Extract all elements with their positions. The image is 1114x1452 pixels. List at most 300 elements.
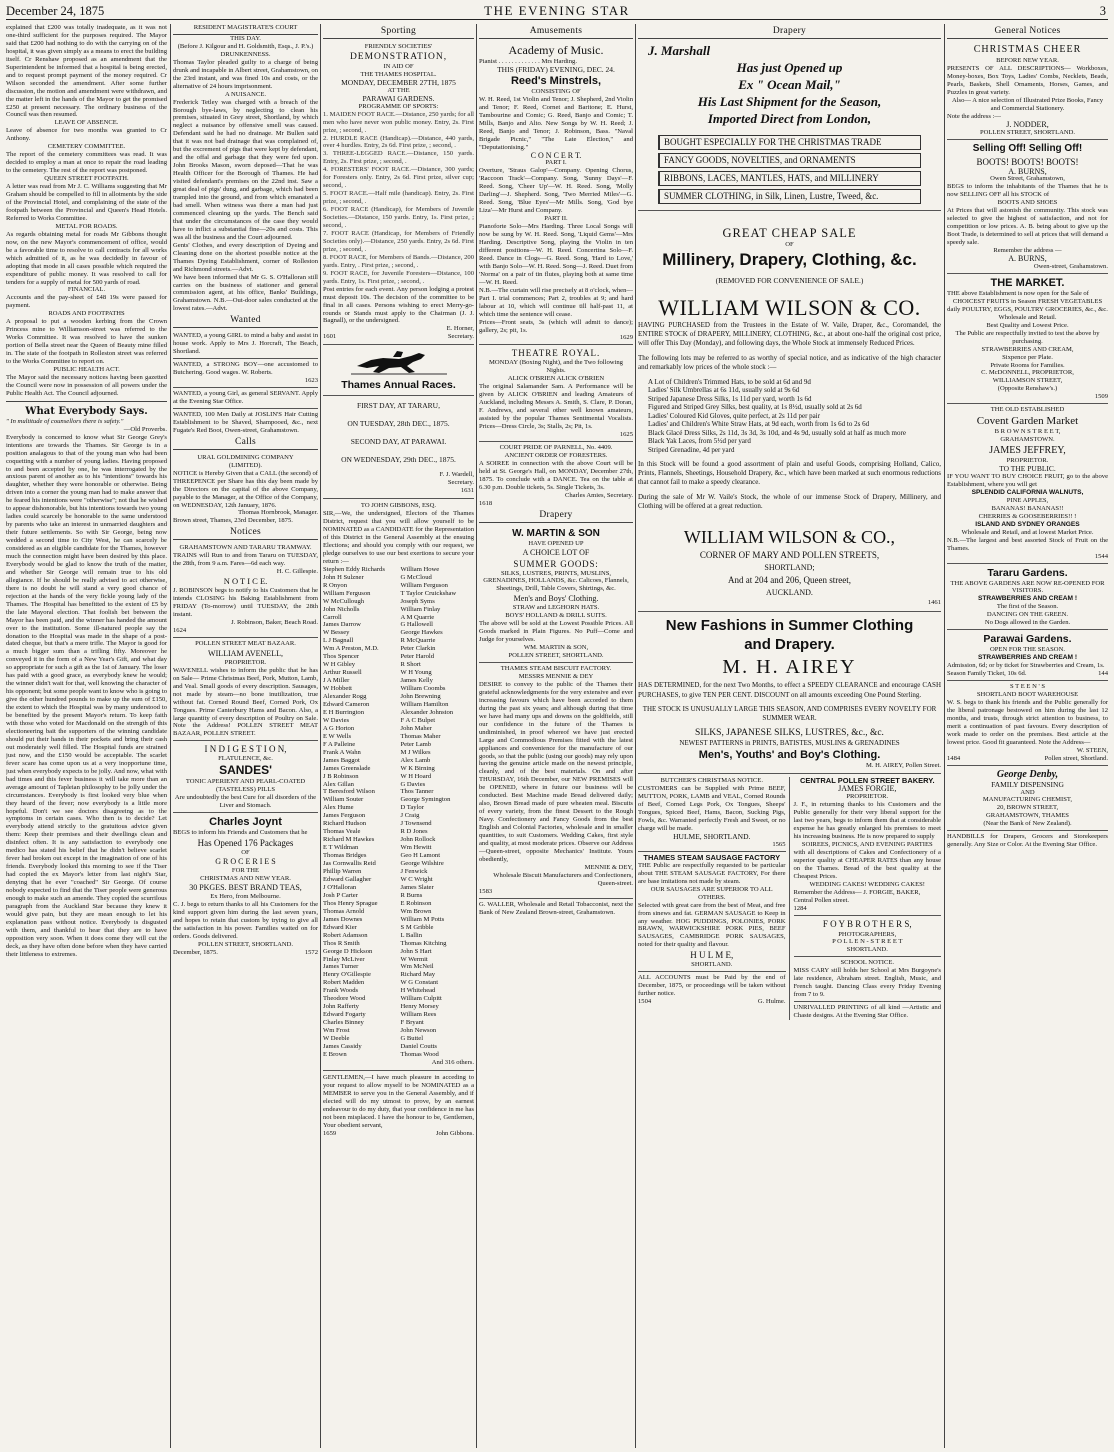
elector-name: Joseph Syms: [400, 597, 435, 605]
hospital: THE THAMES HOSPITAL.: [360, 70, 437, 78]
section-drapery-top: Drapery: [638, 24, 941, 39]
ww-item: Black Glacé Dress Silks, 2s 11d, 3s 3d, 3s 10d, and 4s 9d, usually sold at half as much more: [648, 428, 906, 437]
elector-name: William Culpitt: [400, 995, 442, 1003]
nuisance-text: Frederick Tetley was charged with a breach of the Borough bye-laws, by neglecting to clean his premises, situated in Grey street, Shortland, by which neglect a nuisance by offensive smell was caused. Defendant said he had no drainage. Mr Bullen said that it was not bad drainage that was complained of, but the excrement of pigs that were kept by defendant, and the offal and garbage that they were fed upon. John Brooks Mason, sworn deposed—That he was Health Officer for the Borough of Thames. He had visited defendant's premises on the 22nd inst. Saw a great deal of pigs' dung, and garbage, which had been trampled into the ground, and from which emanated a bad smell. When witness was there a man had just commenced cleaning up the yards. The Bench said that under the circumstances of the case they would have to inflict a substantial fine—20s and costs. This was all the business and the Court adjourned.: [173, 98, 318, 241]
bazaar-prop: PROPRIETOR.: [224, 658, 267, 666]
bakery-wedding: WEDDING CAKES! WEDDING CAKES!: [809, 880, 925, 888]
electors-left: [323, 566, 397, 1059]
elector-name: William M Potts: [400, 915, 445, 923]
elector-name: Alex Gillan: [323, 780, 354, 788]
elector-name: W Hobbett: [323, 685, 352, 693]
ww-item: Ladies' Coloured Kid Gloves, quite perfect, at 2s 11d per pair: [648, 411, 821, 420]
elector-name: Arthur Russell: [323, 669, 362, 677]
ad-number: 1509: [1094, 393, 1108, 401]
marshall-name: J. Marshall: [648, 43, 711, 58]
elector-name: E W Wells: [323, 732, 352, 740]
masthead: [6, 3, 1108, 20]
butcher-text: CUSTOMERS can be Supplied with Prime BEEF, MUTTON, PORK, LAMB and VEAL, Corned Rounds of Beef, Corned Legs Pork, Ox Tongues, Sheeps' Tongues, Spiced Beef, Hams, Bacon, Sucking Pigs, Fowls, &c. Warranted perfectly Fresh and Sweet, or no charge will be made.: [638, 785, 786, 833]
ad-number: 144: [1098, 670, 1108, 678]
martin-men: Men's and Boys' Clothing.: [513, 594, 599, 604]
ural-sign: Thomas Hornbrook, Manager.: [238, 509, 318, 517]
metal-text: As regards obtaining metal for roads Mr Gibbons thought now, on the new Mayor's commencement of office, would be a favorable time to resolve to call contracts for all works which admitted of it, as he was decidedly in favour of adopting that mode in all cases possible which required the expenditure of public money. It was resolved to call for tenders for a supply of metal for 500 yards of road.: [6, 230, 167, 286]
soiree-sign: Charles Amies, Secretary.: [564, 491, 633, 499]
tararu-title: Tararu Gardens.: [987, 566, 1068, 579]
new-fashions-title: New Fashions in Summer Clothing: [665, 617, 914, 635]
subhead-roads: ROADS AND FOOTPATHS: [48, 310, 125, 318]
ad-number: 1625: [619, 430, 633, 438]
biscuit-sign: MENNIE & DEY,: [584, 863, 633, 871]
market-goods: CHOICEST FRUITS in Season FRESH VEGETABLES daily POULTRY, EGGS, POULTRY GROCERIES, &c., &c.: [947, 297, 1108, 313]
court-day: THIS DAY.: [230, 34, 261, 42]
nodder-note: Note the address :—: [947, 112, 1002, 120]
elector-name: George Symington: [400, 796, 451, 804]
elector-name: A M Quarrie: [400, 613, 435, 621]
market-rooms: Private Rooms for Families.: [990, 361, 1065, 369]
elector-name: Thomas Bridges: [323, 852, 367, 860]
races-day2-date: ON WEDNESDAY, 29th DEC., 1875.: [341, 455, 456, 465]
elector-name: Henry O'Gillespie: [323, 971, 371, 979]
tramway-sign: H. C. Gillespie.: [276, 568, 318, 576]
elector-name: W H Gibley: [323, 661, 356, 669]
gibbons-reply: GENTLEMEN,—I have much pleasure in acceding to your request to allow myself to be NOMINATED as a MEMBER to serve you in the General Assembly, and if elected will do my utmost to prove, by an earnest endeavour to do my duty, that your confidence in me has not been misplaced. I have the honour to be, Gentlemen, Your obedient servant,: [323, 1073, 474, 1129]
ww-p2: During the sale of Mr W. Vaile's Stock, the whole of our immense Stock of Drapery, Millinery, and Clothing will be offered at a great reduction.: [638, 493, 941, 511]
races-day1-date: ON TUESDAY, 28th DEC., 1875.: [347, 419, 450, 429]
foy-shortland: SHORTLAND.: [846, 946, 888, 954]
butcher-heading: BUTCHER'S CHRISTMAS NOTICE.: [660, 777, 763, 785]
market-text2: The Public are respectfully invited to test the above by purchasing.: [955, 329, 1100, 345]
elector-name: Alex Lamb: [400, 756, 431, 764]
elector-name: R Short: [400, 661, 421, 669]
nodder-name: J. NODDER,: [1006, 119, 1049, 129]
elector-name: John Newson: [400, 1027, 437, 1035]
column-council-news: [6, 24, 167, 1448]
elector-name: Wm Frost: [323, 1027, 350, 1035]
elector-name: William Howe: [400, 565, 440, 573]
burns-remember: Remember the address —: [993, 247, 1062, 255]
elector-name: E T Wildman: [323, 844, 359, 852]
elector-name: George D Hickson: [323, 947, 373, 955]
accounts-sign: G. Hulme.: [757, 998, 786, 1006]
elector-name: E Robinson: [400, 899, 432, 907]
sandes-foot: Are undoubtedly the best Cure for all disorders of the Liver and Stomach.: [174, 794, 317, 810]
tararu-strawberries: STRAWBERRIES AND CREAM !: [977, 595, 1078, 603]
issue-date: December 24, 1875: [6, 4, 105, 18]
elector-name: James Downes: [323, 915, 363, 923]
elector-name: Thos R Smith: [323, 939, 360, 947]
elector-name: W Davies: [323, 716, 350, 724]
elector-name: Edward Kier: [323, 923, 357, 931]
demo-date: MONDAY, DECEMBER 27TH, 1875: [341, 77, 456, 87]
column-drapery: [638, 24, 941, 1448]
elector-name: G McCloud: [400, 573, 432, 581]
sports-list: [323, 111, 474, 286]
ww-item: Ladies' Silk Umbrellas at 6s 11d, usually sold at 9s 6d: [648, 386, 800, 395]
millinery-title: Millinery, Drapery, Clothing, &c.: [662, 249, 917, 269]
jeffrey-prop: PROPRIETOR.: [1006, 457, 1049, 465]
elector-name: Wm Brown: [400, 907, 432, 915]
ad-number: 1618: [479, 499, 493, 507]
elector-name: A G Horton: [323, 724, 355, 732]
walnuts: SPLENDID CALIFORNIA WALNUTS,: [971, 488, 1084, 496]
elector-name: G Davies: [400, 780, 426, 788]
gibbons-text: SIR,—We, the undersigned, Electors of the Thames District, request that you will allow yourself to be NOMINATED as a CANDIDATE for the Representation of this District in the General Assembly at the ensuing Elections; and should you comply with our request, we pledge ourselves to use our best exertions to secure your return :—: [323, 510, 474, 565]
sausage-list: Selected with great care from the best of Meat, and free from sinews and fat. GERMAN SAUSAGE to Keep in any weather. HOG PUDDINGS, POLONIES, PORK BRAWN, WARWICKSHIRE PORK PIES, BEEF SAUSAGES, CAMBRIDGE PORK SAUSAGES, noted for their quality and flavour.: [638, 901, 786, 949]
elector-name: Richard Hudson: [323, 820, 367, 828]
mcdonnell-opposite: (Opposite Renshaw's.): [997, 385, 1058, 393]
column-rule: [476, 24, 477, 1448]
elector-name: John Brewning: [400, 693, 441, 701]
foresters: ANCIENT ORDER OF FORESTERS.: [504, 451, 608, 459]
wholesale-note: Wholesale and Retail, and at lowest Market Price.: [961, 528, 1094, 536]
motto-source: —Old Proverbs.: [123, 425, 167, 433]
ad-number: 1284: [793, 904, 807, 912]
sausage-heading: THAMES STEAM SAUSAGE FACTORY: [643, 852, 781, 862]
elector-name: John H Sulzner: [323, 573, 364, 581]
roads-text: A proposal to put a wooden kerbing from the Crown Princess mine to Williamson-street was referred to the Works Committee. It was resolved to have the sunken portion of Bella street near the Queen of Beauty mine filled in. The state of the footpath in Rolleston street was referred to the Works Committee to report on.: [6, 318, 167, 366]
elector-name: L Ballin: [400, 931, 423, 939]
xmas-before: BEFORE NEW YEAR.: [996, 57, 1059, 64]
elector-name: F Bryant: [400, 1019, 424, 1027]
sports-foot: Post entries for each event. Any person lodging a protest must deposit 10s. The decision of the committee to be final in all cases. Persons wishing to erect Merry-go-rounds or Stands must apply to the Chairman (J. J. Bagnall), or the undersigned.: [323, 285, 474, 325]
removed-note: (REMOVED FOR CONVENIENCE OF SALE.): [715, 275, 864, 285]
elector-name: Alex Hume: [323, 804, 354, 812]
concert-heading: C O N C E R T.: [530, 150, 582, 160]
elector-name: James Baggot: [323, 756, 360, 764]
elector-name: Thomas Maher: [400, 732, 441, 740]
column-title-what-everybody-says: What Everybody Says.: [25, 405, 148, 417]
ad-number: 1565: [772, 840, 786, 848]
nodder-address: POLLEN STREET, SHORTLAND.: [979, 128, 1076, 136]
ohalloran-ad: We have been informed that Mr G. S. O'Halloran still carries on the business of stationer and general commission agent, at his office, Banks' Buildings, Grahamstown. N.B.—Out-door sales conducted at the lowest rates.—Advt.: [173, 273, 318, 313]
elector-name: Robert Madden: [323, 979, 365, 987]
elector-name: Geo H Lamont: [400, 852, 441, 860]
elector-name: Thomas Wood: [400, 1050, 439, 1058]
ad-number: 1484: [947, 754, 961, 762]
ad-number: 1629: [619, 334, 633, 342]
subhead-drunkenness: DRUNKENNESS.: [220, 50, 271, 58]
martin-address: POLLEN STREET, SHORTLAND.: [508, 652, 604, 660]
elector-name: James Ferguson: [323, 812, 366, 820]
airey-patterns: NEWEST PATTERNS in PRINTS, BATISTES, MUSLINS & GRENADINES: [679, 739, 900, 748]
notice-text: J. ROBINSON begs to notify to his Customers that he intends CLOSING his Baking Establishment from FRIDAY (To-morrow) until TUESDAY, the 28th instant.: [173, 587, 318, 619]
market-strawberries: STRAWBERRIES AND CREAM,: [981, 345, 1074, 353]
martin-choice: A CHOICE LOT OF: [522, 547, 590, 557]
section-notices: Notices: [173, 525, 318, 540]
elector-name: W Bessey: [323, 629, 350, 637]
joynt-goods: G R O C E R I E S: [215, 857, 276, 867]
reed-date: THIS (FRIDAY) EVENING, DEC. 24.: [497, 64, 615, 74]
fruit-nb: N.B.—The largest and best assorted Stock of Fruit on the Thames.: [947, 536, 1108, 552]
ural-sub: (LIMITED).: [228, 461, 263, 469]
elector-name: W G Constant: [400, 979, 439, 987]
reed-text: W. H. Reed, 1st Violin and Tenor; J. Shepherd, 2nd Violin and Tenor; F. Reed, Cornet and Baritone; E. Hurst, Tambourine and Comic; G. Reed, Banjo and Comic; T. Mills, Banjo and Alto. New Songs by W. H. Reed; J. Reed, Banjo and Tenor; J. Robinson, Bass. "Naval Brigade Picnic," "The Late Election," and "Deputationising.": [479, 95, 633, 151]
elector-name: William Ferguson: [323, 589, 371, 597]
also-text: Also— A nice selection of Illustrated Prize Books, Fancy and Commercial Stationery.: [951, 96, 1104, 112]
column-rule: [635, 24, 636, 1448]
at-the: AT THE: [387, 86, 410, 94]
ad-number: 1583: [479, 887, 493, 895]
sausage-shortland: SHORTLAND.: [691, 961, 733, 969]
ural-address: Brown street, Thames, 23rd December, 1875.: [173, 517, 293, 525]
elector-name: Wm A Preston, M.D.: [323, 645, 379, 653]
joynt-date: December, 1875.: [173, 948, 218, 956]
elector-name: J A Miller: [323, 677, 350, 685]
reed-nb: N.B.—The curtain will rise precisely at 8 o'clock, when—Part I. trial commences; Part 2, troubles at 9; and hard labour at 10, which will continue till half-past 11, at which time the sentence will cease.: [479, 286, 633, 318]
column-rule: [320, 24, 321, 1448]
to-the-public: TO THE PUBLIC.: [999, 464, 1056, 474]
elector-name: R McQuarrie: [400, 637, 436, 645]
races-title: Thames Annual Races.: [341, 379, 456, 392]
ww-p1: In this Stock will be found a good assortment of plain and useful Goods, comprising Holland, Calico, Prints, Flannels, Sheetings, Household Drapery, &c., which have been marked at such enormous reductions that cannot fail to make a speedy clearance.: [638, 460, 941, 487]
ad-number: 1544: [1094, 552, 1108, 560]
martin-open: HAVE OPENED UP: [528, 539, 584, 547]
dyeing-ad: Gents' Clothes, and every description of Dyeing and Cleaning done on the shortest possible notice at the Thames Dyeing Establishment, corner of Rolleston and Richmond streets.—Advt.: [173, 241, 318, 273]
sport-event: 3. THREE-LEGGED RACE.—Distance, 150 yards. Entry, 2s. First prize, ; second, .: [323, 150, 474, 166]
elector-name: Richard May: [400, 971, 436, 979]
ural-heading: URAL GOLDMINING COMPANY: [197, 453, 294, 461]
marshall-imported: Imported Direct from London,: [707, 111, 872, 126]
bakery-text2: with all descriptions of Cakes and Confectionery of a superior quality at CHEAPER RATES than any house on the Thames. Bread of the best quality at the Cheapest Prices.: [793, 848, 941, 880]
covent-town: GRAHAMSTOWN.: [1000, 436, 1055, 444]
accounts-text: ALL ACCOUNTS must be Paid by the end of December, 1875, or proceedings will be taken without further notice.: [638, 974, 786, 998]
subhead-health: PUBLIC HEALTH ACT.: [53, 365, 120, 373]
burns-text2: At Prices that will astonish the community. This stock was selected to give the highest of satisfaction, and not for competition or low prices. A. B. being about to give up the Boot Trade, is determined to sell at prices that will demand a speedy sale.: [947, 207, 1108, 247]
elector-name: Edward Cameron: [323, 701, 370, 708]
steen-sign: W. STEEN,: [1076, 746, 1108, 754]
denby-title: George Denby,: [996, 768, 1059, 780]
in-aid: IN AID OF: [383, 62, 414, 70]
mcdonnell-address: WILLIAMSON STREET,: [992, 377, 1063, 385]
elector-name: E Brown: [323, 1050, 347, 1058]
steen-heading: S T E E N ' S: [1009, 683, 1046, 691]
handbills-ad: HANDBILLS for Drapers, Grocers and Storekeepers generally. Any Size or Color. At the Evening Star Office.: [947, 833, 1108, 849]
sport-event: 5. FOOT RACE.—Half mile (handicap). Entry, 2s. First prize, ; second, .: [323, 190, 474, 206]
ad-number: 1624: [173, 626, 187, 634]
denby-near: (Near the Bank of New Zealand).: [983, 820, 1072, 828]
elector-name: Alexander Rogg: [323, 693, 367, 701]
airey-text: HAS DETERMINED, for the next Two Months, to effect a SPEEDY CLEARANCE and encourage CASH PURCHASES, to give TEN PER CENT. DISCOUNT on all amounts exceeding One Pound Sterling.: [638, 681, 941, 700]
sausage-superior: OUR SAUSAGES ARE SUPERIOR TO ALL OTHERS.: [650, 885, 773, 901]
elector-name: Phillip Warren: [323, 868, 362, 876]
notice-heading: N O T I C E.: [223, 576, 268, 587]
council-report: explained that £200 was totally inadequate, as it was not one-third sufficient for the purposes required. The Mayor said that £200 had nothing to do with the carrying on of the hospital, it was given simply as a means to erect the building itself. Cr Renshaw proposed as an amendment that the Superintendent be informed that a hospital is being erected, and to request prompt payment of the money required. Cr Wilson seconded the amendment. After some further discussion, the motion and amendment were withdrawn, and the matter left in the hands of the Mayor to get the promised £250 at present necessary. The ordinary business of the Council was then resumed.: [6, 24, 167, 119]
presents-text: PRESENTS OF ALL DESCRIPTIONS— Workboxes, Money-boxes, Box Toys, Ladies' Combs, Necklets, Beads, Pearls, Baskets, Shell Ornaments, Horses, Games, and Puzzles in great variety.: [947, 64, 1108, 96]
marshall-item: BOUGHT ESPECIALLY FOR THE CHRISTMAS TRADE: [658, 135, 921, 150]
sport-event: 6. FOOT RACE (Handicap), for Members of Juvenile Societies.—Distance, 150 yards. Entry, 1s. First prize, ; second, .: [323, 206, 474, 230]
elector-name: Robert Adamson: [323, 931, 368, 939]
tramway-heading: GRAHAMSTOWN AND TARARU TRAMWAY.: [179, 544, 312, 552]
joynt-hero: Ex Hero, from Melbourne.: [210, 892, 281, 900]
part1-heading: PART I.: [545, 159, 567, 167]
foy-title: F O Y B R O T H E R S,: [822, 918, 912, 929]
covent-garden-title: Covent Garden Market: [976, 415, 1079, 428]
says-text: Everybody is concerned to know what Sir George Grey's intentions are towards the Thames. Sir George is in a position analagous to that of the young man who had been coquetting with a number of young ladies. Having proposed to and been accepted by one, he was interrogated by the anxious parent of another as to his "intentions" towards his daughter, whether they were honorable or otherwise. Being driven into a corner the young man had to make answer that he feared his intentions were "otherwise"; not that he wished to appear dishonorable, but his intentions towards two young ladies could scarcely be honorable to the same understood by parents who take an interest in unmarried daughters and their future settlements. So with Sir George, being now wedded a second time to City West, he can scarcely be considered as an eligible candidate for the Thames, however much the connection might have been desired by this place. Everybody would be glad to know the truth of the matter, and whether Sir George will remain true to his old allegiance. If he should be really advised to act otherwise, there is no doubt he will stand a very good chance of rejection at the hands of the very fickle young lady of the Thames. The Hospital has benefitted to the extent of £5 by the late Mayoral election. That foolish bet between the Mayor has been paid, and the winner has handed the amount over to the institution. Some ill-natured people say the donation to the Hospital was made in the shape of a post-dated cheque, but that's a mere trifle. The Mayor is good for a much bigger sum than a trifling fifty. Moreover he conveyed it in the form of a New Year's Gift, and what day so appropriate for such a gift as the 1st of January. The loser has paid with a good grace, as everybody knew he would; the winner didn't wait for that, well knowing the character of his opponent; but some people want to know who is going to give the other hundred pounds to make up the sum of £150, the extent to which the Hospital was by many understood to be benefited by the present Mayor's return. To keep faith with those who voted for Macdonald on the strength of this electioneering bait the supporters of the winning candidate should put their hands in their pockets and bring their cash out moderately well filled. The Hospital funds are strained just now, and the £150 would be acceptable. The scarlet fever scare has come upon us at a very inopportune time, just when everybody expects to be jolly. And now, what with bad times and this fever business it will take more than an average amount of Tapleian philosophy to be jolly under the circumstances. Everybody is first looked very blue when they heard of the fever; now everybody is a little more hopeful. Don't we see doctors disagreeing as to the symptoms in certain cases. Who then is to decide? Let everybody attend strictly to the gratuitous advice given them: Keep their premises and their dwellings clean and disinfect often. It is any satisfaction to everybody one medico has stated his belief that he didn't believe scarlet fever had broken out except in the imagination of one of his friends. Everybody looked this morning to see if the Tiser had copied the ex Mayor's letter from last night's Star, denying that he ever "coached" Sir George. Of course nobody expected to find that the Tiser people were generous enough to make such an amende. They copied the scurrilous paragraph from the Auckland Star because they knew it would give pain, but they are mean enough to let his explanation pass without notice. Everybody is disgusted with them, and thankful to hear that they are to have opposition very soon. When it does come they will cut the deck, as they have often done before when they have carried their littleness to extremes.: [6, 433, 167, 958]
elector-name: George Wilshire: [400, 860, 444, 868]
elector-name: W H Young: [400, 669, 432, 677]
market-text: THE above Establishment is now open for the Sale of: [947, 289, 1089, 297]
demonstration-title: DEMONSTRATION,: [349, 51, 448, 62]
wanted-ad: WANTED, a young Girl, as general SERVANT. Apply at the Evening Star Office.: [173, 390, 318, 405]
races-day2: SECOND DAY, AT PARAWAI.: [350, 437, 447, 447]
market-title: THE MARKET.: [990, 276, 1065, 289]
elector-name: James Turner: [323, 963, 359, 971]
joynt-of: OF: [241, 849, 250, 857]
new-fashions-sub: and Drapery.: [744, 636, 835, 654]
drunk-text: Thomas Taylor pleaded guilty to a charge of being drunk and incapable in Albert street, Grahamstown, on the 23rd instant, and was fined 10s and costs, or the alternative of 24 hours imprisonment.: [173, 58, 318, 90]
printing-ad: UNRIVALLED PRINTING of all kind —Artistic and Chaste designs. At the Evening Star Office.: [793, 1004, 941, 1020]
market-best: Best Quality and Lowest Price.: [986, 321, 1069, 329]
elector-name: Josh P Carter: [323, 891, 358, 899]
column-sporting: [323, 24, 474, 1448]
bottom-ads: [638, 777, 941, 1020]
bakery-column: [794, 777, 942, 1020]
parawai-text: Admission, 6d; or by ticket for Strawberries and Cream, 1s.: [947, 662, 1105, 670]
ad-number: 1659: [323, 1129, 337, 1137]
racehorse-icon: [349, 348, 449, 376]
wanted-ad: WANTED, a STRONG BOY—one accustomed to Butchering. Good wages. W. Roberts.: [173, 361, 318, 377]
secretary-label: Secretary.: [447, 333, 474, 341]
column-rule: [170, 24, 171, 1448]
elector-name: F A C Bulpet: [400, 716, 436, 724]
elector-name: James Slater: [400, 883, 434, 891]
elector-name: Daniel Coutts: [400, 1042, 437, 1050]
sandes-text: TONIC APERIENT AND PEARL-COATED (TASTELESS) PILLS: [185, 778, 306, 794]
pineapples: PINE APPLES,: [1006, 496, 1049, 504]
denby-town: GRAHAMSTOWN, THAMES: [986, 812, 1069, 820]
subhead-metal: METAL FOR ROADS.: [55, 222, 118, 230]
school-heading: SCHOOL NOTICE.: [840, 959, 895, 967]
elector-name: J Townsend: [400, 820, 432, 828]
elector-name: T Taylor Cruickshaw: [400, 589, 457, 597]
elector-name: Edward Gallagher: [323, 875, 372, 883]
marshall-last: His Last Shipment for the Season,: [697, 94, 882, 109]
burns-address: Owen Street, Grahamstown,: [990, 175, 1065, 183]
elector-name: William Rees: [400, 1011, 437, 1019]
william-wilson-title: WILLIAM WILSON & CO.: [658, 294, 921, 320]
bakery-soirees: SOIREES, PICNICS, AND EVENING PARTIES: [801, 840, 933, 848]
ww2-queen: And at 204 and 206, Queen street,: [728, 575, 851, 586]
ww2-corner: CORNER OF MARY AND POLLEN STREETS,: [699, 550, 880, 561]
selling-off: Selling Off! Selling Off!: [972, 142, 1083, 154]
martin-boys: BOYS' HOLLAND & DRILL SUITS.: [505, 612, 607, 620]
elector-name: D Taylor: [400, 804, 424, 812]
ww-item: Ladies' and Children's White Straw Hats, at 9d each, worth from 1s 6d to 2s 6d: [648, 420, 870, 429]
sport-event: 4. FORESTERS' FOOT RACE.—Distance, 300 yards; for Foresters only. Entry, 2s 6d. First prize, silver cup; second, .: [323, 166, 474, 190]
tramway-text: TRAINS will Run to and from Tararu on TUESDAY, the 28th, from 9 a.m. Fares—6d each way.: [173, 552, 318, 568]
tararu-text: THE ABOVE GARDENS ARE NOW RE-OPENED FOR VISITORS.: [950, 579, 1105, 595]
elector-name: M J Wilkes: [400, 748, 431, 756]
burns-sign2: Owen-street, Grahamstown.: [1033, 262, 1108, 270]
biscuit-owners: MESSRS MENNIE & DEY: [518, 673, 594, 680]
subhead-leave: LEAVE OF ABSENCE.: [54, 119, 119, 127]
section-general-notices: General Notices: [947, 24, 1108, 39]
electors-right: [401, 566, 475, 1059]
elector-name: E H Burrington: [323, 708, 365, 716]
steen-address: Pollen street, Shortland.: [1044, 754, 1108, 762]
races-day1: FIRST DAY, AT TARARU,: [357, 401, 440, 411]
elector-name: William Hamilton: [400, 701, 449, 708]
elector-name: Stephen Eddy Richards: [323, 565, 385, 573]
subhead-queen-street: QUEEN STREET FOOTPATH.: [44, 175, 129, 183]
bazaar-text: WAVENELL wishes to inform the public that he has on Sale— Prime Christmas Beef, Pork, Mutton, Lamb, and Veal. Small goods of every description. Sausages, not made by steam—no bone inutilization, true without fat. Corned Round Beef, Corned Pork, Ox Tongues. Prime Canterbury Hams and Bacon. Also, a large quantity of every description of Poultry on Sale. Note the Address! POLLEN STREET MEAT BAZAAR, POLLEN STREET.: [173, 666, 318, 738]
subhead-nuisance: A NUISANCE.: [224, 90, 267, 98]
ww-item: Figured and Striped Grey Silks, best quality, at 1s 8½d, usually sold at 2s 6d: [648, 403, 862, 412]
joynt-title: Charles Joynt: [209, 816, 282, 829]
motto: " In multitude of counsellors there is safety.": [6, 417, 124, 425]
subhead-financial: FINANCIAL.: [67, 286, 106, 294]
elector-name: Peter Lamb: [400, 740, 432, 748]
joynt-address: POLLEN STREET, SHORTLAND.: [197, 940, 294, 948]
alick-obrien: ALICK O'BRIEN ALICK O'BRIEN: [507, 375, 605, 383]
sausage-text: THE Public are respectfully requested to be particular about THE STEAM SAUSAGE FACTORY, For there are base imitations not made by steam.: [638, 861, 786, 885]
bakery-text: J. F., in returning thanks to his Customers and the Public generally for their very liberal support for the last two years, begs to inform them that at considerable expense he has greatly enlarged his premises to meet his increasing business. He is now prepared to supply: [793, 801, 941, 840]
joynt-opened: Has Opened 176 Packages: [197, 838, 294, 849]
elector-name: T Beresford Wilson: [323, 788, 375, 796]
elector-name: John Nicholls: [323, 605, 360, 613]
elector-name: Frank A Wahn: [323, 748, 361, 756]
ad-number: 1461: [927, 599, 941, 607]
parawai-title: Parawai Gardens.: [983, 633, 1072, 646]
fs-heading: FRIENDLY SOCIETIES': [364, 43, 433, 50]
secretary-label: Secretary.: [447, 479, 474, 487]
names-more: And 316 others.: [431, 1058, 474, 1066]
burns-sign: A. BURNS,: [1008, 254, 1047, 264]
elector-name: Thos Henry Sprague: [323, 899, 378, 907]
elector-name: Henry Morsey: [400, 1003, 439, 1011]
parawai-strawberries: STRAWBERRIES AND CREAM !: [977, 654, 1078, 662]
parawai-open: OPEN FOR THE SEASON.: [990, 646, 1065, 654]
martin-sign: WM. MARTIN & SON,: [523, 644, 589, 652]
school-text: MISS CARY still holds her School at Mrs Burgoyne's late residence, Abraham street. English, Music, and French taught. Dancing Class every Friday Evening from 7 to 9.: [793, 967, 941, 999]
demo-venue: PARAWAI GARDENS.: [362, 93, 435, 103]
court-before: (Before J. Kilgour and H. Goldsmith, Esqs., J. P.'s.): [177, 42, 314, 50]
section-wanted: Wanted: [173, 313, 318, 328]
theatre-text: The original Salamander Sam. A Performance will be given by ALICK O'BRIEN and leading Amateurs of Auckland, including Messrs A. Smith, S. Clare, P. Doran, F. Andrews, and several other well known amateurs, assisted by the popular Thames Sentimental Vocalists. Prices—Dress Circle, 3s; Stalls, 2s; Pit, 1s.: [479, 383, 633, 431]
sport-event: 9. FOOT RACE, for Juvenile Foresters—Distance, 100 yards. Entry, 1s. First prize, ; second, .: [323, 269, 474, 285]
martin-summer: SUMMER GOODS:: [513, 558, 599, 569]
marshall-ship: Ex " Ocean Mail,": [738, 77, 841, 92]
elector-name: S M Gribble: [400, 923, 434, 931]
elector-name: Frank Woods: [323, 987, 359, 995]
ww2-title: WILLIAM WILSON & CO.,: [683, 527, 896, 548]
pianist: Pianist . . . . . . . . . . . . . Mrs Harding.: [479, 58, 577, 65]
martin-straw: STRAW and LEGHORN HATS.: [512, 604, 600, 612]
biscuit-sub: Wholesale Biscuit Manufacturers and Confectioners, Queen-street.: [493, 871, 633, 887]
elector-name: John Rafferty: [323, 1003, 359, 1011]
financial-text: Accounts and the pay-sheet of £48 19s were passed for payment.: [6, 294, 167, 310]
martin-text: The above will be sold at the Lowest Possible Prices. All Goods marked in Plain Figures. No Puff—Come and Judge for yourselves.: [479, 620, 633, 644]
bazaar-heading: POLLEN STREET MEAT BAZAAR.: [195, 639, 296, 647]
tararu-dogs: No Dogs allowed in the Garden.: [984, 619, 1071, 627]
court-heading: RESIDENT MAGISTRATE'S COURT: [173, 24, 318, 35]
sport-event: 2. HURDLE RACE (Handicap).—Distance, 440 yards, over 4 hurdles. Entry, 2s 6d. First prize, ; second, .: [323, 134, 474, 150]
elector-name: Jas Cornwallis Reid: [323, 860, 376, 868]
wanted-ad: WANTED, a young GIRL to mind a baby and assist in house work. Apply to Mrs J. Horcraft, The Beach, Shortland.: [173, 332, 318, 356]
joynt-teas: 30 PKGES. BEST BRAND TEAS,: [189, 882, 302, 892]
elector-name: R D Jones: [400, 828, 428, 836]
ad-number: 1504: [638, 998, 652, 1006]
elector-name: William Souter: [323, 796, 364, 804]
sport-event: 1. MAIDEN FOOT RACE.—Distance, 250 yards; for all men who have never won public money. Entry, 2s. First prize, ; second, .: [323, 110, 474, 134]
elector-name: Alexander Johnston: [400, 708, 454, 716]
biscuit-heading: THAMES STEAM BISCUIT FACTORY.: [500, 665, 612, 673]
boots-title: BOOTS! BOOTS! BOOTS!: [976, 156, 1079, 167]
covent-street: B R O W N S T R E E T,: [994, 428, 1061, 436]
elector-name: Thomas Veale: [323, 828, 361, 836]
market-sixpence: Sixpence per Plate.: [1002, 353, 1053, 361]
elector-name: George Hawkes: [400, 629, 443, 637]
elector-name: William Coombs: [400, 685, 446, 693]
